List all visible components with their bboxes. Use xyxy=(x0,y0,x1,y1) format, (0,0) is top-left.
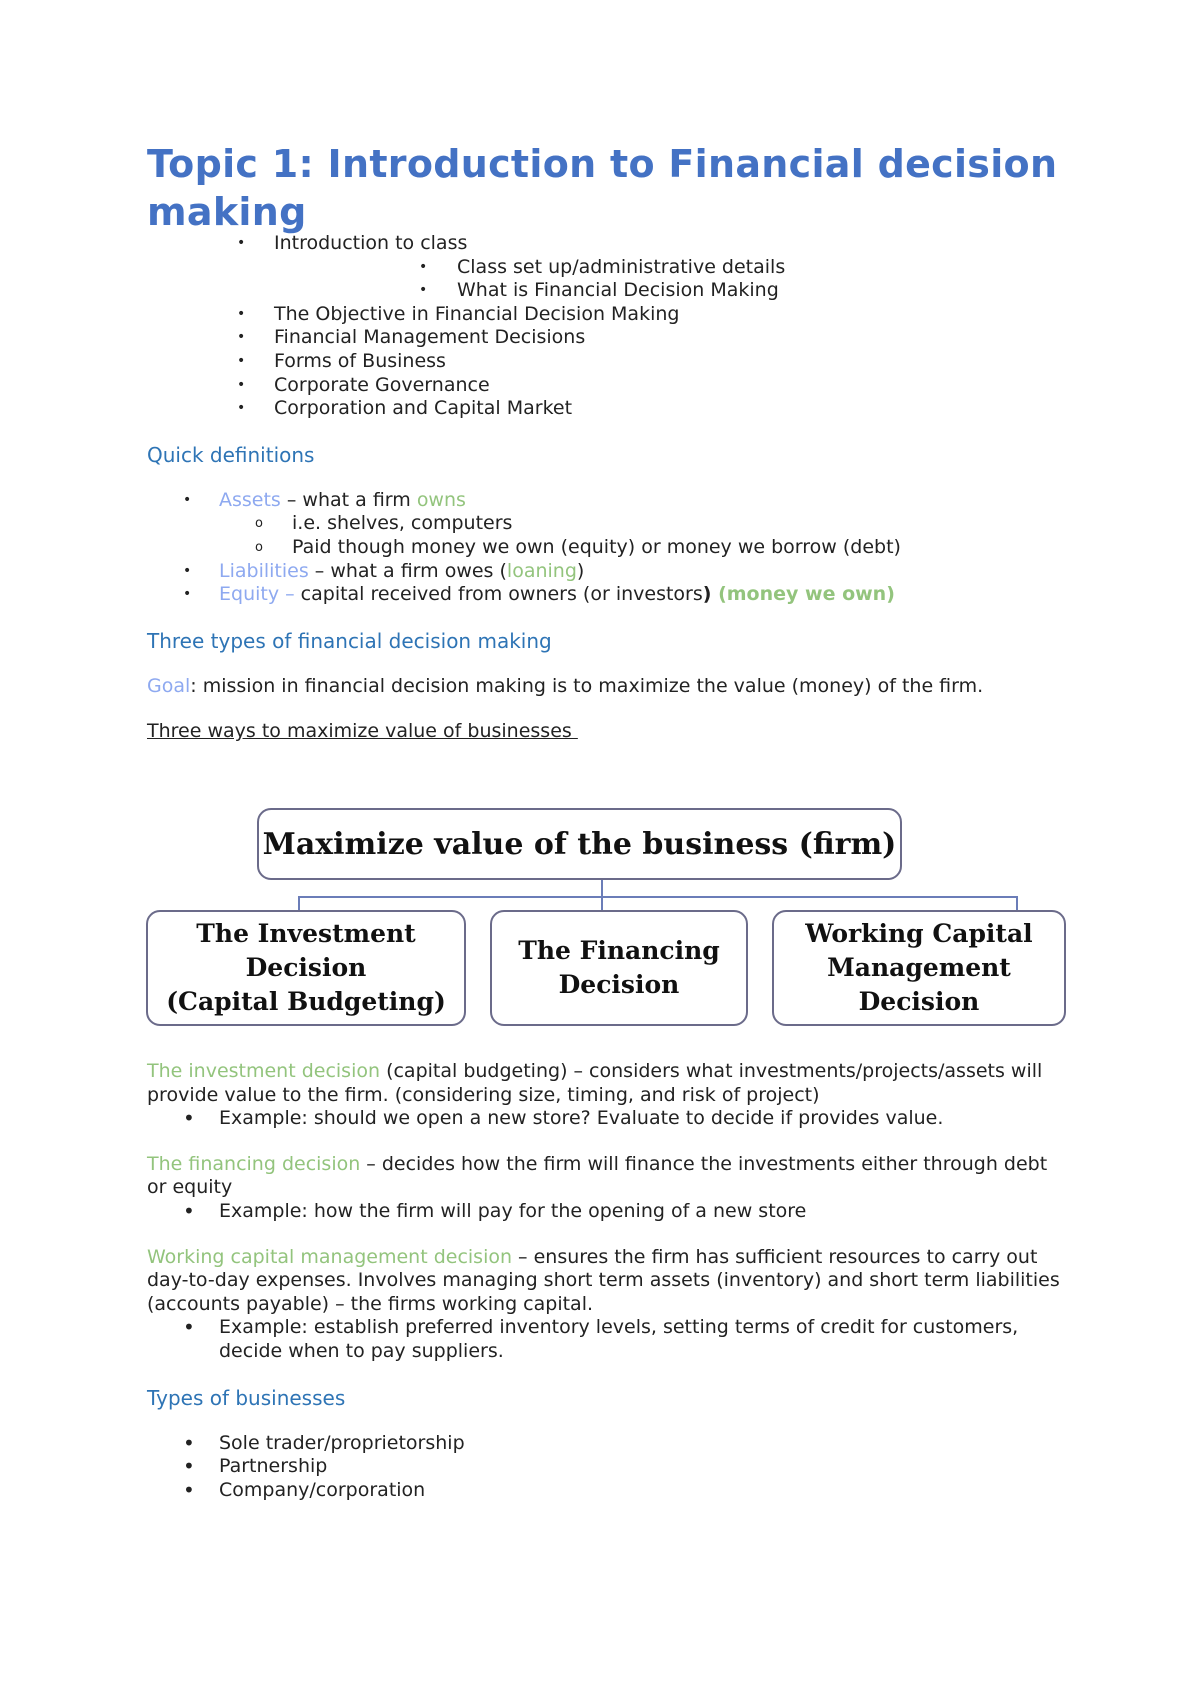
business-types-list xyxy=(147,1432,1067,1503)
definitions-list xyxy=(147,489,1067,607)
list-item: • Company/corporation xyxy=(183,1477,426,1502)
connector-line xyxy=(298,896,300,910)
definition-assets: • Assets – what a firm owns xyxy=(183,488,466,511)
page-title: Topic 1: Introduction to Financial decision making xyxy=(147,142,1058,234)
decisions-section xyxy=(147,1060,1067,1502)
bullet-icon: • xyxy=(183,586,192,603)
definition-liabilities: • Liabilities – what a firm owes (loaning) xyxy=(183,559,585,582)
bullet-icon: • xyxy=(237,235,246,251)
connector-line xyxy=(601,896,603,910)
working-capital-examples xyxy=(147,1316,1067,1363)
bullet-icon: • xyxy=(419,258,428,275)
list-item: • Example: how the firm will pay for the opening of a new store xyxy=(183,1198,807,1223)
bullet-icon: • xyxy=(183,1315,195,1340)
bullet-icon: • xyxy=(237,305,246,322)
financing-decision-paragraph: The financing decision – decides how the firm will finance the investments either through debt or equity xyxy=(147,1152,1048,1199)
bullet-icon: • xyxy=(237,329,246,346)
connector-line xyxy=(298,896,1018,898)
bullet-icon: • xyxy=(237,400,246,417)
bullet-icon: • xyxy=(183,562,192,579)
bullet-icon: • xyxy=(237,352,246,369)
list-item: • What is Financial Decision Making xyxy=(419,279,779,302)
investment-examples xyxy=(147,1107,1067,1131)
quick-definitions-heading: Quick definitions xyxy=(147,442,315,467)
bullet-icon: • xyxy=(183,491,192,508)
connector-line xyxy=(1016,896,1018,910)
business-types-heading: Types of businesses xyxy=(147,1385,346,1410)
bullet-icon: • xyxy=(419,282,428,299)
list-item: • Introduction to class xyxy=(237,232,468,254)
working-capital-box: Working Capital Management Decision xyxy=(772,910,1066,1026)
investment-decision-paragraph: The investment decision (capital budgeting) – considers what investments/projects/assets will provide value to the firm. (considering size, timing, and risk of project) xyxy=(147,1060,1043,1106)
list-item: • Sole trader/proprietorship xyxy=(183,1430,465,1455)
list-item: • Forms of Business xyxy=(237,349,446,372)
list-item: • Example: establish preferred inventory levels, setting terms of credit for customers, decide when to pay suppliers. xyxy=(183,1315,1019,1362)
list-item: • Class set up/administrative details xyxy=(419,255,786,278)
list-item: • Example: should we open a new store? Evaluate to decide if provides value. xyxy=(183,1106,944,1131)
bullet-icon: • xyxy=(183,1454,195,1479)
goal-paragraph: Goal: mission in financial decision making is to maximize the value (money) of the firm. xyxy=(147,674,984,697)
bullet-icon: • xyxy=(183,1106,195,1131)
list-item: • Corporate Governance xyxy=(237,373,490,396)
topic-outline xyxy=(147,232,1067,421)
value-hierarchy-diagram xyxy=(146,808,1066,1030)
financing-decision-box: The Financing Decision xyxy=(490,910,748,1026)
circle-bullet-icon: o xyxy=(255,516,263,532)
three-ways-label: Three ways to maximize value of businesses xyxy=(147,720,578,743)
diagram-root-box: Maximize value of the business (firm) xyxy=(257,808,902,880)
bullet-icon: • xyxy=(183,1430,195,1455)
bullet-icon: • xyxy=(183,1477,195,1502)
list-item: • The Objective in Financial Decision Making xyxy=(237,302,680,325)
circle-bullet-icon: o xyxy=(255,539,263,555)
list-item: • Financial Management Decisions xyxy=(237,326,586,349)
list-item: • Partnership xyxy=(183,1454,328,1479)
document-page xyxy=(147,140,1067,744)
working-capital-paragraph: Working capital management decision – ensures the firm has sufficient resources to carry out day-to-day expenses. Involves managing short term assets (inventory) and short term liabilities (accounts payable) – the firms working capital. xyxy=(147,1245,1060,1315)
investment-decision-box: The Investment Decision (Capital Budgeting) xyxy=(146,910,466,1026)
connector-line xyxy=(601,880,603,896)
bullet-icon: • xyxy=(237,376,246,393)
definition-equity: • Equity – capital received from owners (or investors) (money we own) xyxy=(183,583,895,606)
bullet-icon: • xyxy=(183,1198,195,1223)
three-types-heading: Three types of financial decision making xyxy=(147,628,552,653)
list-item: o i.e. shelves, computers xyxy=(255,512,513,535)
financing-examples xyxy=(147,1200,1067,1224)
list-item: • Corporation and Capital Market xyxy=(237,397,573,420)
list-item: o Paid though money we own (equity) or money we borrow (debt) xyxy=(255,535,901,558)
